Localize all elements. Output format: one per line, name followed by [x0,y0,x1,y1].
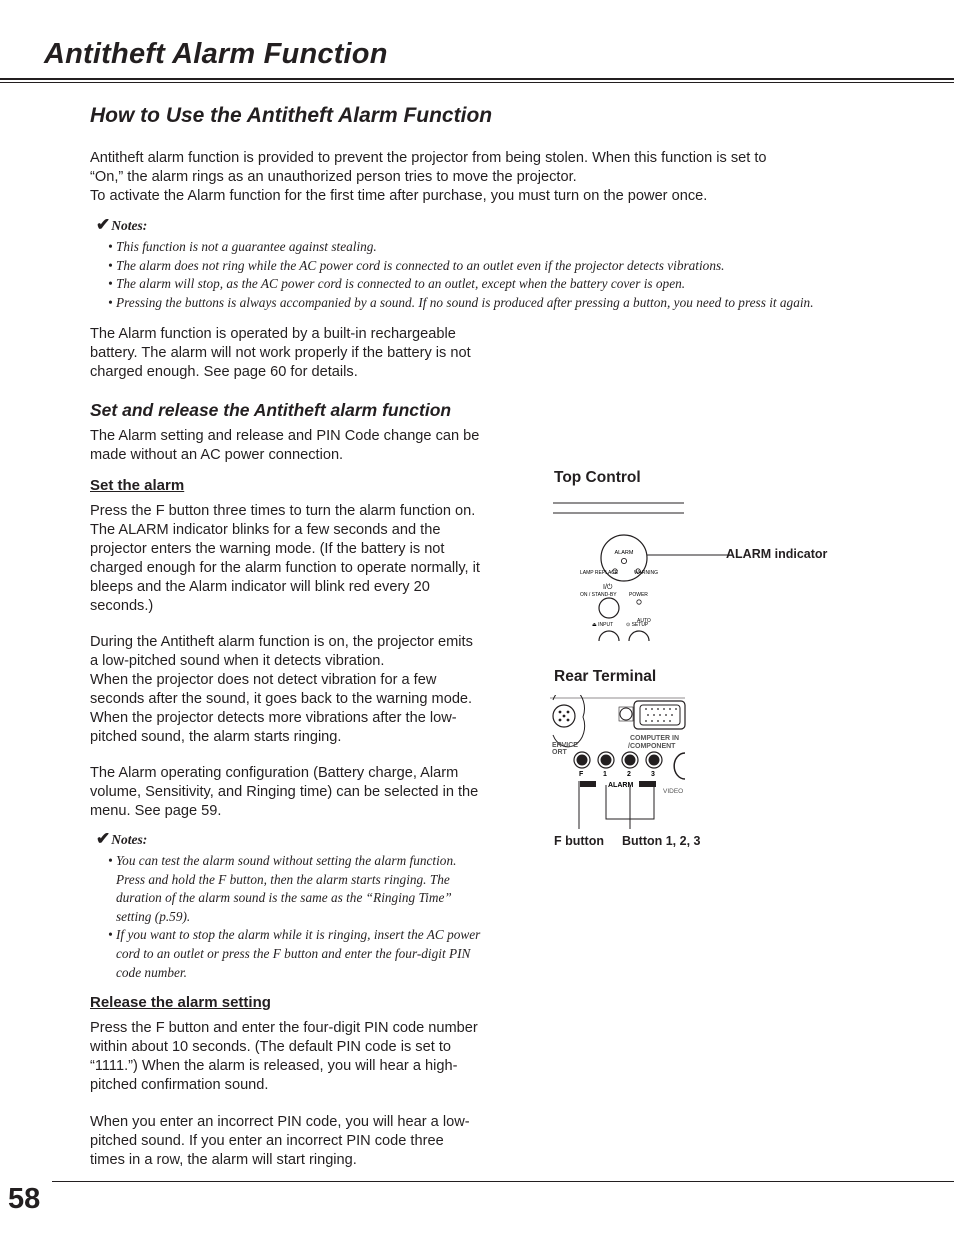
bullet: • [108,927,113,943]
footer-rule [52,1181,954,1182]
release-paragraph-1 [90,1019,478,1095]
pin [567,711,570,714]
auto-label: AUTO [637,618,651,624]
set-alarm-paragraph-2 [90,633,473,746]
warning-label: WARNING [634,570,658,576]
notes-heading [96,829,147,849]
lamp-replace-label: LAMP REPLACE [580,570,619,576]
text-line: pitched sound, the alarm starts ringing. [90,728,342,745]
text-line: volume, Sensitivity, and Ringing time) can be selected in the [90,783,479,800]
f-button-label: F button [554,834,604,848]
rear-terminal-heading: Rear Terminal [554,668,657,685]
note-text: cord to an outlet or press the F button and enter the four-digit PIN [116,945,471,961]
f-button-core [577,755,588,766]
alarm-led [621,558,626,563]
battery-line: The Alarm function is operated by a built-in rechargeable [90,326,456,342]
alarm-bar-right [639,781,656,787]
intro-line: Antitheft alarm function is provided to prevent the projector from being stolen. When this function is set to [90,150,767,166]
page-title: Antitheft Alarm Function [44,38,388,70]
text-line: Press the F button three times to turn the alarm function on. [90,503,476,519]
note-text: You can test the alarm sound without setting the alarm function. [116,853,457,868]
service-port-label: ORT [552,749,567,756]
key-3-label: 3 [651,771,655,778]
set-release-line: The Alarm setting and release and PIN Code change can be [90,428,480,444]
text-line: menu. See page 59. [90,802,222,819]
note-text: The alarm does not ring while the AC power cord is connected to an outlet even if the projector detects vibrations. [115,257,725,273]
set-release-heading: Set and release the Antitheft alarm function [90,400,452,420]
service-port-label: ERVICE [552,742,578,749]
notes-list [108,852,528,982]
input-label: ⏏ INPUT [592,622,614,628]
note-item: • The alarm does not ring while the AC power cord is connected to an outlet even if the projector detects vibrations. [108,257,725,273]
note-text: code number. [116,964,187,980]
video-jack-icon [674,753,685,779]
setup-label: ⊙ SETUP [626,622,649,628]
notes-heading [96,215,147,235]
text-line: When the projector detects more vibrations after the low- [90,709,457,726]
alarm-rear-label: ALARM [608,782,634,789]
text-line: charged enough for the alarm function to operate normally, it [90,559,480,576]
text-line: When you enter an incorrect PIN code, you will hear a low- [90,1114,470,1130]
note-text: duration of the alarm sound is the same as the “Ringing Time” [116,890,452,906]
pin [563,715,566,718]
notes-heading-label: Notes: [111,832,148,847]
release-paragraph-2 [90,1113,470,1170]
text-line: Press the F button and enter the four-digit PIN code number [90,1020,478,1036]
button-2-core [625,755,636,766]
set-alarm-paragraph-3 [90,764,478,821]
text-line: seconds.) [90,597,154,614]
text-line: When the projector does not detect vibration for a few [90,671,437,688]
pin [567,719,570,722]
note-item: • The alarm will stop, as the AC power cord is connected to an outlet, except when the battery cover is open. [108,276,686,292]
button-3-core [649,755,660,766]
header-rule [0,78,954,80]
rear-terminal-diagram [550,695,690,830]
button-123-label: Button 1, 2, 3 [622,834,701,848]
bullet: • [108,853,113,868]
text-line: a low-pitched sound when it detects vibration. [90,652,385,669]
power-label: POWER [629,592,648,598]
battery-line: battery. The alarm will not work properly if the battery is not [90,344,471,361]
alarm-bar-left [580,781,596,787]
text-line: within about 10 seconds. (The default PIN code is set to [90,1038,451,1055]
text-line: seconds after the sound, it goes back to the warning mode. [90,690,473,707]
note-text: setting (p.59). [116,908,191,924]
note-text: Pressing the buttons is always accompanied by a sound. If no sound is produced after pressing a button, you need to press it again. [115,294,814,310]
battery-paragraph [90,325,471,382]
key-1-label: 1 [603,771,607,778]
notes-list [108,238,898,312]
set-alarm-heading: Set the alarm [90,477,185,494]
on-standby-button [599,598,619,618]
alarm-small-label: ALARM [614,550,634,556]
note-item: • This function is not a guarantee against stealing. [108,239,377,254]
note-text: The alarm will stop, as the AC power cord is connected to an outlet, except when the battery cover is open. [115,276,686,292]
screw-plate [619,707,633,721]
vga-pins [645,708,677,722]
section-title: How to Use the Antitheft Alarm Function [90,104,493,127]
text-line: The Alarm operating configuration (Battery charge, Alarm [90,765,459,781]
header-rule-thin [0,82,954,83]
set-release-paragraph [90,427,479,465]
top-control-heading: Top Control [554,469,641,486]
text-line: “1111.”) When the alarm is released, you will hear a high- [90,1057,458,1074]
alarm-indicator-label: ALARM indicator [726,547,828,561]
note-item [108,852,528,926]
intro-line: “On,” the alarm rings as an unauthorized person tries to move the projector. [90,168,577,185]
setup-label-text: SETUP [631,622,649,628]
intro-line: To activate the Alarm function for the first time after purchase, you must turn on the power once. [90,187,708,204]
power-symbol-icon: I/⏻ [603,584,613,591]
note-item: • Pressing the buttons is always accompanied by a sound. If no sound is produced after pressing a button, you need to press it again. [108,294,814,310]
text-line: During the Antitheft alarm function is on, the projector emits [90,634,473,650]
input-label-text: INPUT [598,622,614,628]
text-line: bleeps and the Alarm indicator will blink red every 20 [90,578,430,595]
set-alarm-paragraph-1 [90,502,480,615]
on-standby-label: ON / STAND-BY [580,592,617,598]
screw-icon [620,708,632,720]
button-1-core [601,755,612,766]
key-2-label: 2 [627,771,631,778]
set-release-line: made without an AC power connection. [90,446,344,463]
battery-line: charged enough. See page 60 for details. [90,363,358,380]
computer-in-label: /COMPONENT [628,743,676,750]
auto-setup-button [629,631,649,641]
power-led [637,600,641,604]
note-text: If you want to stop the alarm while it is ringing, insert the AC power [116,927,481,943]
text-line: pitched sound. If you enter an incorrect PIN code three [90,1132,444,1149]
release-alarm-heading: Release the alarm setting [90,994,271,1011]
computer-in-label: COMPUTER IN [630,735,679,742]
note-text: Press and hold the F button, then the alarm starts ringing. The [116,871,450,887]
video-label: VIDEO [663,788,684,795]
note-item [108,926,528,982]
intro-paragraph [90,149,767,206]
text-line: The ALARM indicator blinks for a few seconds and the [90,521,441,538]
note-text: This function is not a guarantee against stealing. [115,239,377,254]
f-key-label: F [579,771,584,778]
pin [559,719,562,722]
page-number: 58 [8,1183,41,1215]
text-line: times in a row, the alarm will start ringing. [90,1151,357,1168]
top-control-diagram [550,498,850,648]
text-line: pitched confirmation sound. [90,1076,269,1093]
input-button [599,631,619,641]
notes-heading-label: Notes: [111,218,148,233]
text-line: projector enters the warning mode. (If the battery is not [90,540,445,557]
checkmark-icon: ✔ [96,215,111,234]
checkmark-icon: ✔ [96,829,111,848]
pin [559,711,562,714]
